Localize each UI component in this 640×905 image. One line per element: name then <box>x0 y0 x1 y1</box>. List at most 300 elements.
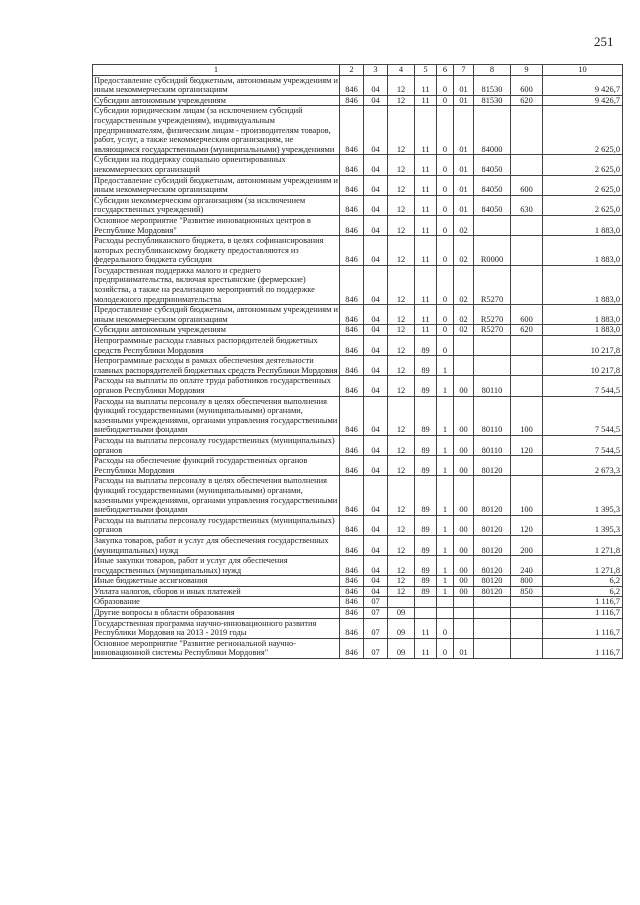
subprogram-cell: 0 <box>437 336 454 356</box>
event-cell: 02 <box>454 236 474 266</box>
row-name-cell: Иные закупки товаров, работ и услуг для обеспечения государственных (муниципальных) нужд <box>93 556 340 576</box>
row-name-cell: Предоставление субсидий бюджетным, автономным учреждениям и иным некоммерческим организациям <box>94 175 338 195</box>
ministry-code-cell: 846 <box>340 597 364 608</box>
expense-type-cell <box>511 215 543 235</box>
direction-cell: 81530 <box>474 75 511 95</box>
section-cell: 07 <box>364 597 388 608</box>
program-cell <box>415 608 437 619</box>
subprogram-cell: 0 <box>437 175 454 195</box>
ministry-code-cell: 846 <box>340 356 364 376</box>
amount-cell: 9 426,7 <box>543 95 623 106</box>
header-cell: 7 <box>454 65 474 76</box>
ministry-code-cell: 846 <box>340 515 364 535</box>
event-cell: 00 <box>454 586 474 597</box>
event-cell: 00 <box>454 476 474 515</box>
table-row <box>93 515 623 535</box>
section-cell: 04 <box>364 236 388 266</box>
amount-cell: 9 426,7 <box>543 75 623 95</box>
row-name-cell: Расходы на выплаты персоналу государственных (муниципальных) органов <box>93 515 340 535</box>
event-cell <box>454 597 474 608</box>
subprogram-cell: 0 <box>437 106 454 155</box>
subsection-cell <box>388 597 415 608</box>
table-row <box>93 195 623 215</box>
event-cell: 01 <box>454 155 474 175</box>
header-cell: 8 <box>474 65 511 76</box>
row-name-cell: Государственная поддержка малого и среднего предпринимательства, включая крестьянские (фермерские) хозяйства, а также на реализацию мероприятий по поддержке молодежного предпринимательства <box>93 265 340 304</box>
ministry-code-cell: 846 <box>340 75 364 95</box>
row-name-cell: Непрограммные расходы в рамках обеспечения деятельности главных распорядителей бюджетных средств Республики Мордовия <box>94 356 338 375</box>
ministry-code-cell: 846 <box>340 608 364 619</box>
page-number: 251 <box>594 34 614 49</box>
ministry-code-cell: 846 <box>340 336 364 356</box>
amount-cell: 6,2 <box>543 586 623 597</box>
direction-cell <box>474 608 511 619</box>
table-row <box>93 265 623 304</box>
expense-type-cell: 600 <box>511 305 543 325</box>
section-cell: 04 <box>364 175 388 195</box>
subsection-cell: 12 <box>388 175 415 195</box>
subprogram-cell: 0 <box>437 325 454 336</box>
expense-type-cell: 100 <box>511 396 543 435</box>
expense-type-cell <box>511 155 543 175</box>
amount-cell: 1 271,8 <box>543 556 623 576</box>
row-name-cell: Субсидии некоммерческим организациям (за исключением государственных учреждений) <box>93 195 340 215</box>
program-cell: 89 <box>415 576 437 587</box>
expense-type-cell: 620 <box>511 95 543 106</box>
row-name-cell: Субсидии автономным учреждениям <box>93 325 340 336</box>
direction-cell <box>474 638 511 658</box>
section-cell: 04 <box>364 586 388 597</box>
subsection-cell: 09 <box>388 608 415 619</box>
program-cell: 11 <box>415 265 437 304</box>
direction-cell: R5270 <box>474 305 511 325</box>
event-cell: 01 <box>454 95 474 106</box>
expense-type-cell: 600 <box>511 75 543 95</box>
expense-type-cell: 800 <box>511 576 543 587</box>
ministry-code-cell: 846 <box>340 376 364 396</box>
subsection-cell: 12 <box>388 305 415 325</box>
program-cell: 11 <box>415 305 437 325</box>
program-cell: 89 <box>415 376 437 396</box>
expense-type-cell: 240 <box>511 556 543 576</box>
subprogram-cell: 1 <box>437 556 454 576</box>
expense-type-cell: 600 <box>511 175 543 195</box>
section-cell: 04 <box>364 456 388 476</box>
amount-cell: 7 544,5 <box>543 376 623 396</box>
row-name-cell: Закупка товаров, работ и услуг для обеспечения государственных (муниципальных) нужд <box>93 535 340 555</box>
subsection-cell: 12 <box>388 155 415 175</box>
table-row <box>93 535 623 555</box>
table-row <box>93 356 623 376</box>
expense-type-cell: 100 <box>511 476 543 515</box>
subprogram-cell: 0 <box>437 215 454 235</box>
subsection-cell: 12 <box>388 325 415 336</box>
expense-type-cell: 200 <box>511 535 543 555</box>
subprogram-cell <box>437 608 454 619</box>
subprogram-cell: 0 <box>437 638 454 658</box>
table-row <box>93 638 623 658</box>
subprogram-cell: 1 <box>437 586 454 597</box>
subprogram-cell: 0 <box>437 75 454 95</box>
subprogram-cell: 0 <box>437 618 454 638</box>
ministry-code-cell: 846 <box>340 175 364 195</box>
row-name-cell: Непрограммные расходы главных распорядителей бюджетных средств Республики Мордовия <box>93 336 340 356</box>
ministry-code-cell: 846 <box>340 586 364 597</box>
amount-cell: 1 883,0 <box>543 215 623 235</box>
amount-cell: 7 544,5 <box>543 396 623 435</box>
section-cell: 04 <box>364 195 388 215</box>
direction-cell: 84050 <box>474 155 511 175</box>
section-cell: 04 <box>364 476 388 515</box>
amount-cell: 10 217,8 <box>543 336 623 356</box>
ministry-code-cell: 846 <box>340 618 364 638</box>
ministry-code-cell: 846 <box>340 638 364 658</box>
row-name-cell: Основное мероприятие "Развитие инновационных центров в Республике Мордовия" <box>93 215 340 235</box>
subsection-cell: 12 <box>388 556 415 576</box>
subprogram-cell: 0 <box>437 305 454 325</box>
table-row <box>93 325 623 336</box>
program-cell: 11 <box>415 236 437 266</box>
ministry-code-cell: 846 <box>340 435 364 455</box>
event-cell: 00 <box>454 556 474 576</box>
section-cell: 04 <box>364 215 388 235</box>
section-cell: 07 <box>364 638 388 658</box>
direction-cell: 80120 <box>474 456 511 476</box>
row-name-cell: Субсидии на поддержку социально ориентированных некоммерческих организаций <box>93 155 340 175</box>
subprogram-cell: 0 <box>437 195 454 215</box>
table-row <box>93 336 623 356</box>
expense-type-cell <box>511 106 543 155</box>
amount-cell: 6,2 <box>543 576 623 587</box>
ministry-code-cell: 846 <box>340 95 364 106</box>
direction-cell: 84050 <box>474 175 511 195</box>
event-cell: 02 <box>454 215 474 235</box>
program-cell: 11 <box>415 638 437 658</box>
direction-cell: R5270 <box>474 325 511 336</box>
subprogram-cell: 1 <box>437 515 454 535</box>
table-row <box>93 396 623 435</box>
direction-cell: 80120 <box>474 576 511 587</box>
section-cell: 04 <box>364 376 388 396</box>
program-cell: 11 <box>415 95 437 106</box>
direction-cell: R5270 <box>474 265 511 304</box>
ministry-code-cell: 846 <box>340 106 364 155</box>
subprogram-cell: 0 <box>437 95 454 106</box>
ministry-code-cell: 846 <box>340 456 364 476</box>
program-cell: 11 <box>415 175 437 195</box>
amount-cell: 1 116,7 <box>543 597 623 608</box>
direction-cell: 80120 <box>474 476 511 515</box>
subprogram-cell: 0 <box>437 265 454 304</box>
event-cell: 00 <box>454 576 474 587</box>
section-cell: 07 <box>364 618 388 638</box>
amount-cell: 10 217,8 <box>543 356 623 376</box>
expense-type-cell <box>511 456 543 476</box>
program-cell: 89 <box>415 535 437 555</box>
section-cell: 04 <box>364 106 388 155</box>
amount-cell: 7 544,5 <box>543 435 623 455</box>
ministry-code-cell: 846 <box>340 195 364 215</box>
program-cell: 89 <box>415 456 437 476</box>
section-cell: 04 <box>364 265 388 304</box>
section-cell: 04 <box>364 325 388 336</box>
ministry-code-cell: 846 <box>340 215 364 235</box>
header-cell: 5 <box>415 65 437 76</box>
ministry-code-cell: 846 <box>340 236 364 266</box>
table-row <box>93 576 623 587</box>
direction-cell <box>474 597 511 608</box>
ministry-code-cell: 846 <box>340 305 364 325</box>
program-cell: 11 <box>415 155 437 175</box>
event-cell: 02 <box>454 305 474 325</box>
table-row <box>93 175 623 195</box>
section-cell: 04 <box>364 515 388 535</box>
row-name-cell: Расходы на обеспечение функций государственных органов Республики Мордовия <box>93 456 340 476</box>
event-cell <box>454 608 474 619</box>
subsection-cell: 12 <box>388 535 415 555</box>
subsection-cell: 12 <box>388 576 415 587</box>
subsection-cell: 12 <box>388 376 415 396</box>
table-row <box>93 456 623 476</box>
subsection-cell: 12 <box>388 195 415 215</box>
subsection-cell: 09 <box>388 638 415 658</box>
program-cell: 11 <box>415 75 437 95</box>
amount-cell: 1 116,7 <box>543 608 623 619</box>
header-cell: 6 <box>437 65 454 76</box>
table-row <box>93 476 623 515</box>
direction-cell: 80110 <box>474 376 511 396</box>
event-cell: 00 <box>454 456 474 476</box>
program-cell: 11 <box>415 618 437 638</box>
subprogram-cell: 1 <box>437 576 454 587</box>
program-cell: 89 <box>415 515 437 535</box>
row-name-cell: Предоставление субсидий бюджетным, автономным учреждениям и иным некоммерческим организациям <box>94 75 338 95</box>
table-header-row <box>93 65 623 76</box>
row-name-cell: Предоставление субсидий бюджетным, автономным учреждениям и иным некоммерческим организациям <box>94 305 338 324</box>
event-cell: 01 <box>454 175 474 195</box>
program-cell: 89 <box>415 396 437 435</box>
event-cell: 00 <box>454 435 474 455</box>
row-name-cell: Другие вопросы в области образования <box>93 608 340 619</box>
ministry-code-cell: 846 <box>340 325 364 336</box>
event-cell: 00 <box>454 376 474 396</box>
header-cell: 1 <box>93 65 340 76</box>
event-cell <box>454 336 474 356</box>
program-cell: 89 <box>415 435 437 455</box>
event-cell: 00 <box>454 535 474 555</box>
expense-type-cell: 850 <box>511 586 543 597</box>
row-name-cell: Государственная программа научно-инновационного развития Республики Мордовия на 2013 - 2019 годы <box>93 618 340 638</box>
section-cell: 04 <box>364 435 388 455</box>
direction-cell: 80120 <box>474 556 511 576</box>
direction-cell: 80120 <box>474 586 511 597</box>
table-row <box>93 106 623 155</box>
section-cell: 04 <box>364 75 388 95</box>
program-cell: 89 <box>415 476 437 515</box>
budget-table <box>92 64 623 659</box>
program-cell: 89 <box>415 356 437 376</box>
table-row <box>93 305 623 325</box>
direction-cell: 80110 <box>474 435 511 455</box>
section-cell: 04 <box>364 155 388 175</box>
amount-cell: 1 395,3 <box>543 515 623 535</box>
program-cell: 89 <box>415 336 437 356</box>
row-name-cell: Расходы на выплаты по оплате труда работников государственных органов Республики Мордовия <box>93 376 340 396</box>
subsection-cell: 12 <box>388 586 415 597</box>
amount-cell: 1 116,7 <box>543 618 623 638</box>
event-cell: 01 <box>454 106 474 155</box>
subsection-cell: 12 <box>388 95 415 106</box>
section-cell: 04 <box>364 556 388 576</box>
table-row <box>93 618 623 638</box>
table-row <box>93 586 623 597</box>
expense-type-cell <box>511 608 543 619</box>
expense-type-cell: 120 <box>511 515 543 535</box>
expense-type-cell: 630 <box>511 195 543 215</box>
subsection-cell: 12 <box>388 476 415 515</box>
direction-cell <box>474 215 511 235</box>
ministry-code-cell: 846 <box>340 535 364 555</box>
subsection-cell: 12 <box>388 336 415 356</box>
row-name-cell: Расходы республиканского бюджета, в целях софинансирования которых республиканскому бюджету предоставляются из федерального бюджета субсидии <box>93 236 340 266</box>
subsection-cell: 12 <box>388 356 415 376</box>
expense-type-cell <box>511 376 543 396</box>
amount-cell: 2 673,3 <box>543 456 623 476</box>
subsection-cell: 12 <box>388 75 415 95</box>
event-cell: 01 <box>454 75 474 95</box>
row-name-cell: Уплата налогов, сборов и иных платежей <box>93 586 340 597</box>
ministry-code-cell: 846 <box>340 265 364 304</box>
program-cell: 11 <box>415 106 437 155</box>
amount-cell: 1 883,0 <box>543 325 623 336</box>
direction-cell: 80120 <box>474 515 511 535</box>
expense-type-cell <box>511 236 543 266</box>
subprogram-cell: 0 <box>437 236 454 266</box>
amount-cell: 1 116,7 <box>543 638 623 658</box>
table-row <box>93 155 623 175</box>
subsection-cell: 12 <box>388 236 415 266</box>
subprogram-cell: 1 <box>437 396 454 435</box>
subprogram-cell: 1 <box>437 356 454 376</box>
event-cell: 01 <box>454 638 474 658</box>
event-cell: 02 <box>454 265 474 304</box>
program-cell: 89 <box>415 556 437 576</box>
row-name-cell: Субсидии автономным учреждениям <box>93 95 340 106</box>
amount-cell: 2 625,0 <box>543 155 623 175</box>
expense-type-cell <box>511 336 543 356</box>
expense-type-cell: 120 <box>511 435 543 455</box>
header-cell: 9 <box>511 65 543 76</box>
header-cell: 2 <box>340 65 364 76</box>
subsection-cell: 12 <box>388 215 415 235</box>
row-name-cell: Расходы на выплаты персоналу государственных (муниципальных) органов <box>93 435 340 455</box>
section-cell: 04 <box>364 305 388 325</box>
program-cell: 11 <box>415 215 437 235</box>
expense-type-cell <box>511 638 543 658</box>
table-row <box>93 597 623 608</box>
event-cell <box>454 356 474 376</box>
expense-type-cell <box>511 618 543 638</box>
direction-cell <box>474 336 511 356</box>
amount-cell: 1 883,0 <box>543 265 623 304</box>
subsection-cell: 09 <box>388 618 415 638</box>
ministry-code-cell: 846 <box>340 556 364 576</box>
ministry-code-cell: 846 <box>340 576 364 587</box>
section-cell: 04 <box>364 336 388 356</box>
subprogram-cell: 0 <box>437 155 454 175</box>
table-row <box>93 95 623 106</box>
subsection-cell: 12 <box>388 396 415 435</box>
amount-cell: 1 883,0 <box>543 305 623 325</box>
event-cell: 00 <box>454 515 474 535</box>
table-row <box>93 236 623 266</box>
table-row <box>93 556 623 576</box>
program-cell: 11 <box>415 195 437 215</box>
subprogram-cell: 1 <box>437 376 454 396</box>
event-cell: 01 <box>454 195 474 215</box>
subsection-cell: 12 <box>388 435 415 455</box>
subprogram-cell: 1 <box>437 456 454 476</box>
event-cell: 00 <box>454 396 474 435</box>
ministry-code-cell: 846 <box>340 155 364 175</box>
subsection-cell: 12 <box>388 265 415 304</box>
direction-cell: 80120 <box>474 535 511 555</box>
row-name-cell: Образование <box>93 597 340 608</box>
subprogram-cell: 1 <box>437 535 454 555</box>
ministry-code-cell: 846 <box>340 396 364 435</box>
direction-cell: 80110 <box>474 396 511 435</box>
subsection-cell: 12 <box>388 456 415 476</box>
amount-cell: 1 395,3 <box>543 476 623 515</box>
program-cell: 11 <box>415 325 437 336</box>
amount-cell: 2 625,0 <box>543 175 623 195</box>
direction-cell: 81530 <box>474 95 511 106</box>
subprogram-cell: 1 <box>437 435 454 455</box>
direction-cell: 84050 <box>474 195 511 215</box>
expense-type-cell <box>511 356 543 376</box>
row-name-cell: Расходы на выплаты персоналу в целях обеспечения выполнения функций государственными (муниципальными) органами, казенными учреждениями, органами управления государственными внебюджетными фондами <box>93 476 340 515</box>
subsection-cell: 12 <box>388 515 415 535</box>
table-row <box>93 608 623 619</box>
header-cell: 4 <box>388 65 415 76</box>
table-row <box>93 376 623 396</box>
section-cell: 04 <box>364 95 388 106</box>
expense-type-cell: 620 <box>511 325 543 336</box>
event-cell: 02 <box>454 325 474 336</box>
section-cell: 04 <box>364 396 388 435</box>
table-row <box>93 435 623 455</box>
ministry-code-cell: 846 <box>340 476 364 515</box>
table-row <box>93 75 623 95</box>
subprogram-cell <box>437 597 454 608</box>
section-cell: 04 <box>364 535 388 555</box>
header-cell: 3 <box>364 65 388 76</box>
section-cell: 04 <box>364 576 388 587</box>
direction-cell: R0000 <box>474 236 511 266</box>
program-cell <box>415 597 437 608</box>
subprogram-cell: 1 <box>437 476 454 515</box>
direction-cell <box>474 356 511 376</box>
row-name-cell: Расходы на выплаты персоналу в целях обеспечения выполнения функций государственными (муниципальными) органами, казенными учреждениями, органами управления государственными внебюджетными фондами <box>93 396 340 435</box>
event-cell <box>454 618 474 638</box>
section-cell: 07 <box>364 608 388 619</box>
expense-type-cell <box>511 265 543 304</box>
direction-cell: 84000 <box>474 106 511 155</box>
header-cell: 10 <box>543 65 623 76</box>
amount-cell: 2 625,0 <box>543 106 623 155</box>
table-row <box>93 215 623 235</box>
direction-cell <box>474 618 511 638</box>
